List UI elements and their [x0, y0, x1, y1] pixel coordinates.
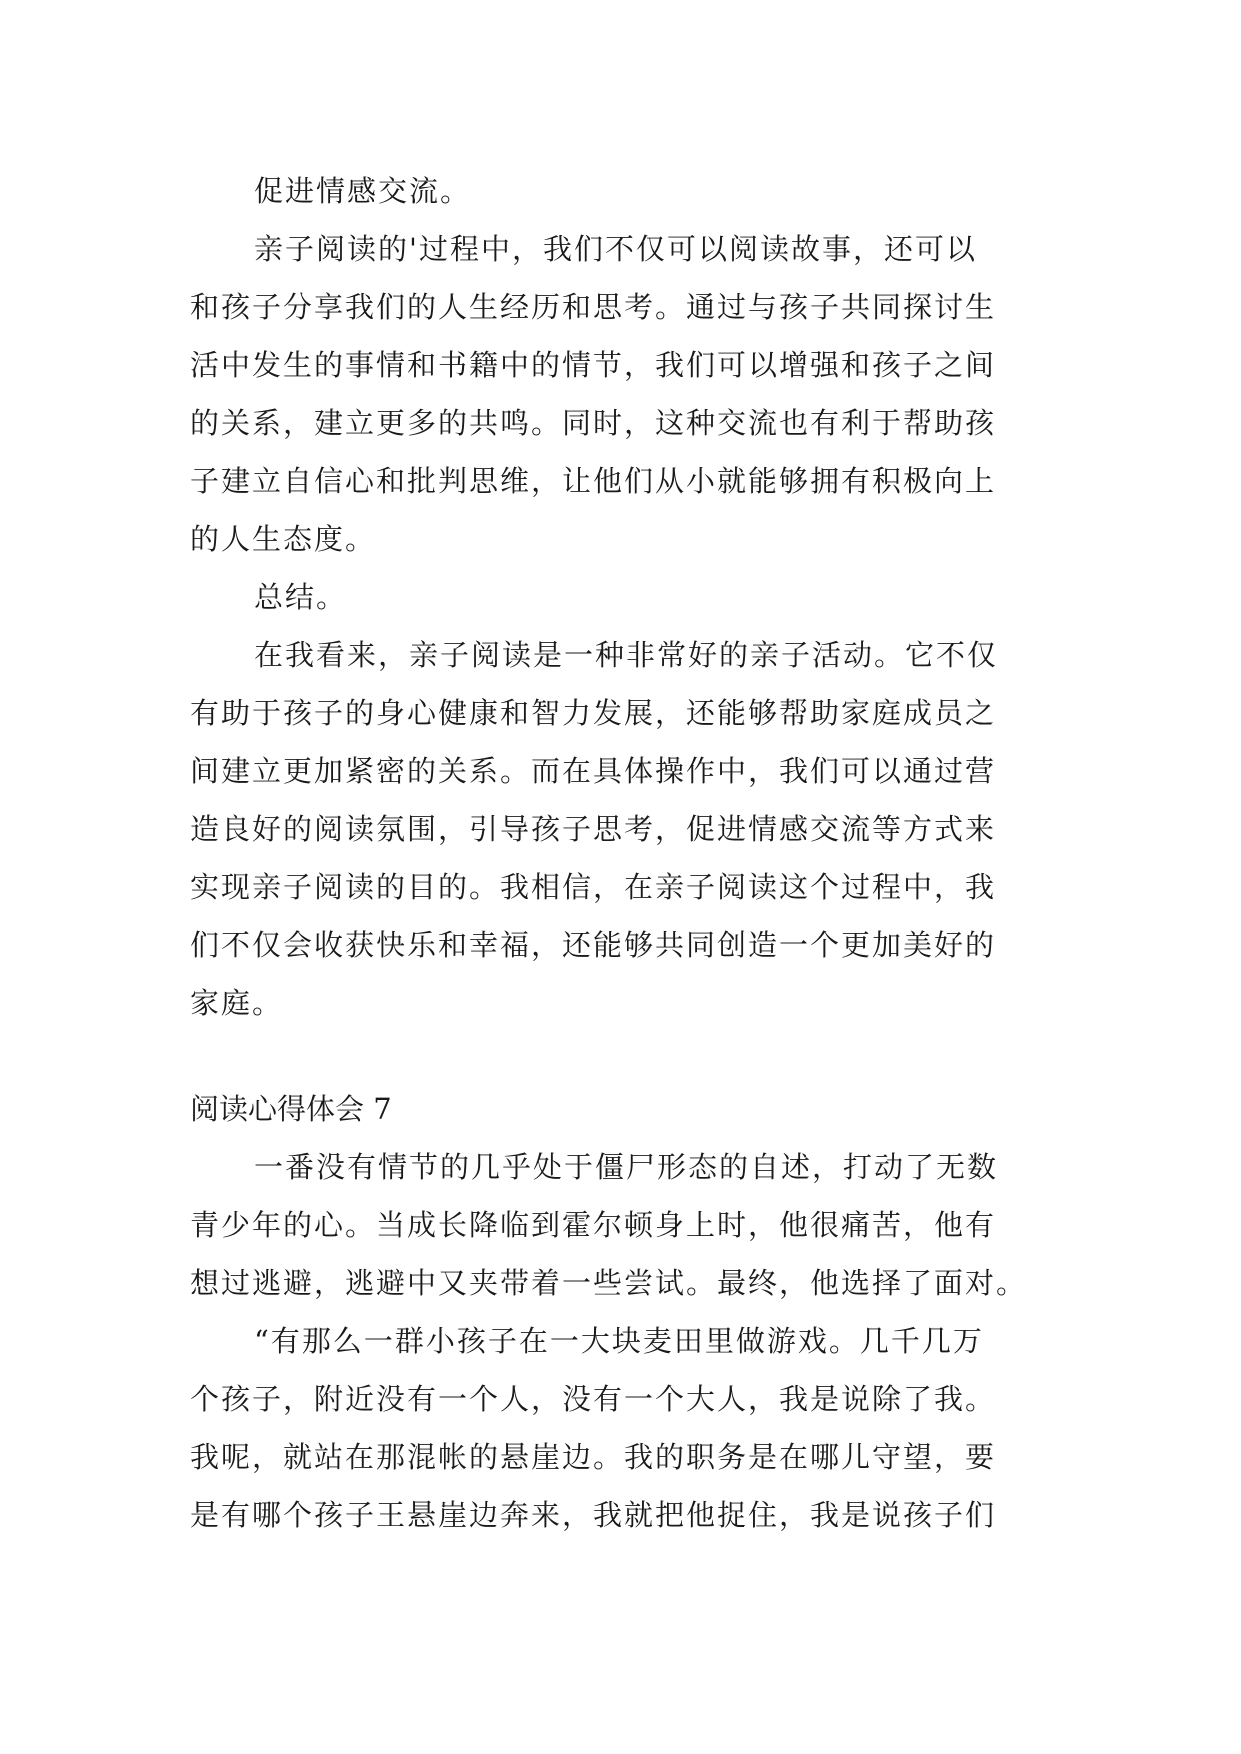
paragraph — [190, 568, 1050, 626]
text-line: 在我看来，亲子阅读是一种非常好的亲子活动。它不仅 — [254, 638, 999, 672]
text-line: 促进情感交流。 — [254, 174, 472, 208]
text-line: 的关系，建立更多的共鸣。同时，这种交流也有利于帮助孩 — [190, 406, 997, 440]
text-line: 和孩子分享我们的人生经历和思考。通过与孩子共同探讨生 — [190, 290, 997, 324]
text-line: “有那么一群小孩子在一大块麦田里做游戏。几千几万 — [254, 1324, 984, 1358]
paragraph — [190, 162, 1050, 220]
text-line: 有助于孩子的身心健康和智力发展，还能够帮助家庭成员之 — [190, 696, 997, 730]
text-line: 我呢，就站在那混帐的悬崖边。我的职务是在哪儿守望，要 — [190, 1440, 997, 1474]
text-line: 间建立更加紧密的关系。而在具体操作中，我们可以通过营 — [190, 754, 997, 788]
paragraph — [190, 220, 1050, 568]
text-line: 们不仅会收获快乐和幸福，还能够共同创造一个更加美好的 — [190, 928, 997, 962]
paragraph — [190, 1138, 1050, 1312]
text-line: 家庭。 — [190, 986, 284, 1020]
text-line: 造良好的阅读氛围，引导孩子思考，促进情感交流等方式来 — [190, 812, 997, 846]
paragraph — [190, 626, 1050, 1032]
text-line: 总结。 — [254, 580, 348, 614]
document-body — [190, 162, 1050, 1544]
text-line: 的人生态度。 — [190, 522, 377, 556]
text-line: 想过逃避，逃避中又夹带着一些尝试。最终，他选择了面对。 — [190, 1266, 1028, 1300]
text-line: 一番没有情节的几乎处于僵尸形态的自述，打动了无数 — [254, 1150, 999, 1184]
text-line: 实现亲子阅读的目的。我相信，在亲子阅读这个过程中，我 — [190, 870, 997, 904]
text-line: 子建立自信心和批判思维，让他们从小就能够拥有积极向上 — [190, 464, 997, 498]
text-line: 是有哪个孩子王悬崖边奔来，我就把他捉住，我是说孩子们 — [190, 1498, 997, 1532]
text-line: 个孩子，附近没有一个人，没有一个大人，我是说除了我。 — [190, 1382, 997, 1416]
paragraph — [190, 1312, 1050, 1544]
text-line: 活中发生的事情和书籍中的情节，我们可以增强和孩子之间 — [190, 348, 997, 382]
text-line: 亲子阅读的'过程中，我们不仅可以阅读故事，还可以 — [254, 232, 977, 266]
section-heading: 阅读心得体会 7 — [190, 1092, 392, 1126]
text-line: 青少年的心。当成长降临到霍尔顿身上时，他很痛苦，他有 — [190, 1208, 997, 1242]
